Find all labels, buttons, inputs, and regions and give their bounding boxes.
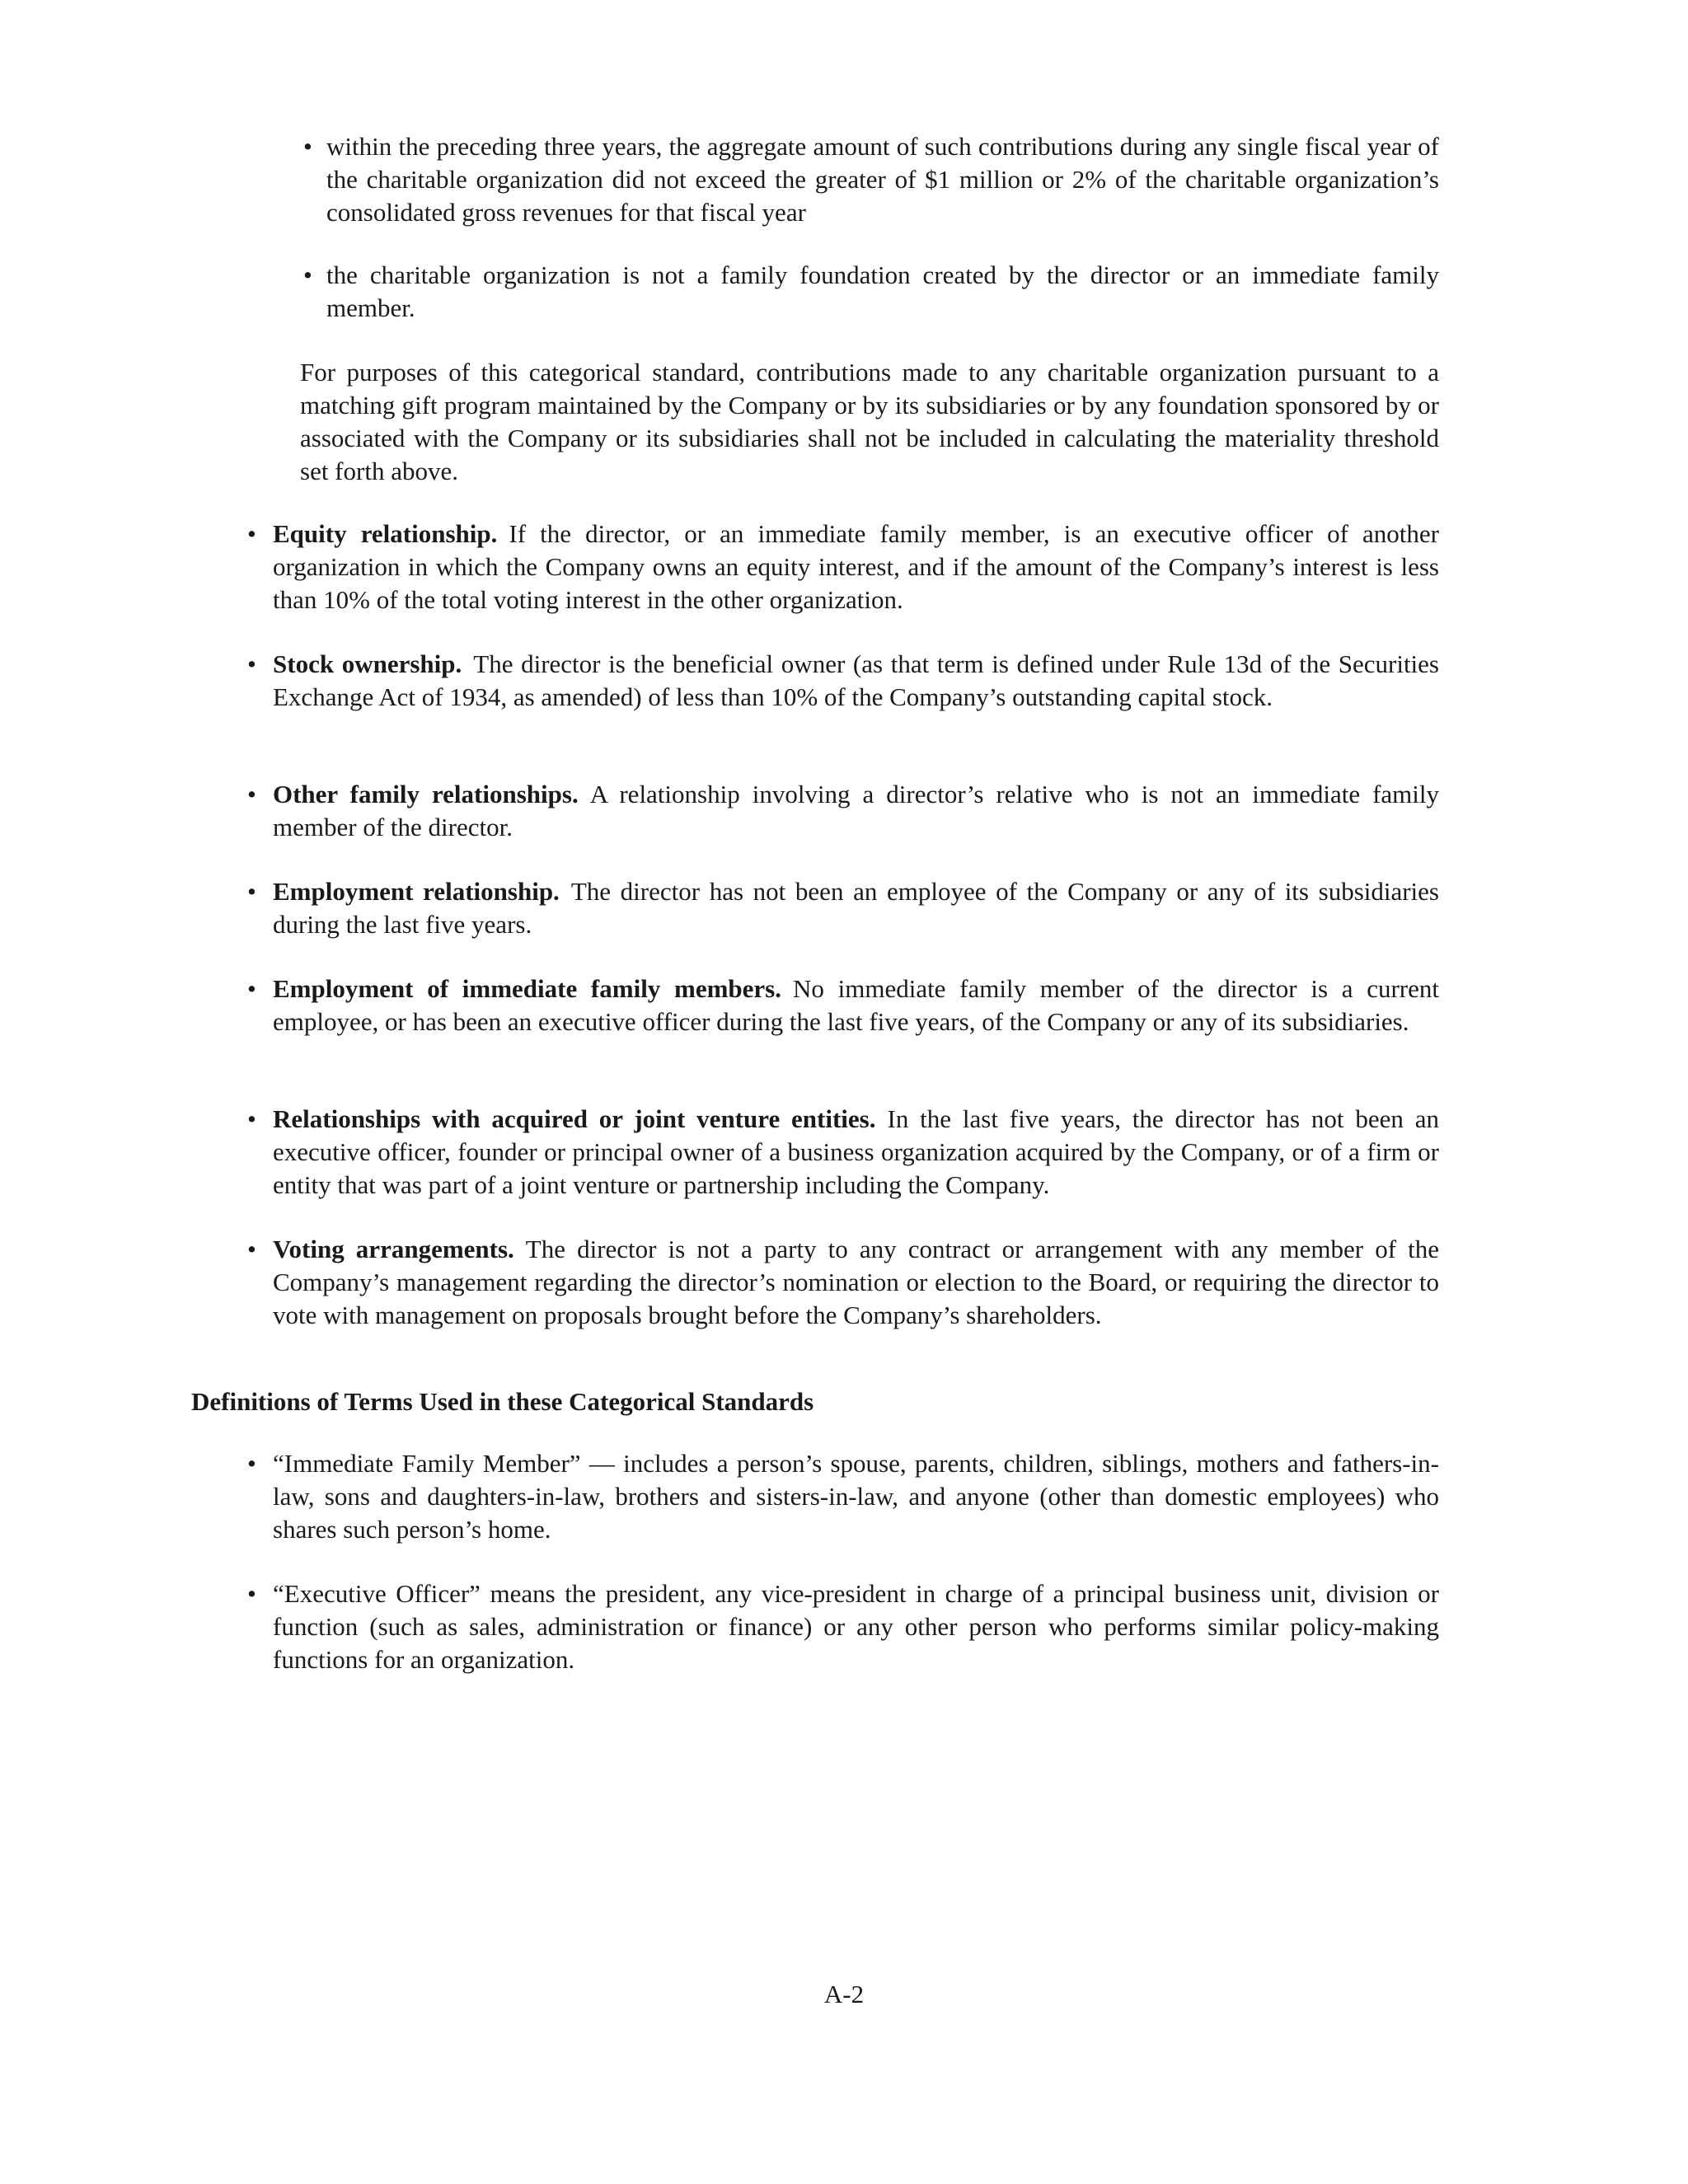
definition-text: “Executive Officer” means the president, any vice-president in charge of a principal business unit, division or function (such as sales, administration or finance) or any other person who performs similar policy-making functions for an organization.	[273, 1579, 1439, 1674]
sub-bullet-item	[303, 130, 1439, 229]
standard-term: Other family relationships.	[273, 780, 579, 808]
standard-item-family-employment	[247, 972, 1439, 1038]
section-heading-definitions: Definitions of Terms Used in these Categorical Standards	[191, 1387, 814, 1416]
standard-term: Equity relationship.	[273, 519, 498, 548]
bullet-icon: •	[247, 1104, 256, 1133]
definition-item-executive-officer	[247, 1577, 1439, 1676]
bullet-icon: •	[247, 780, 256, 808]
sub-bullet-text: within the preceding three years, the aggregate amount of such contributions during any single fiscal year of the charitable organization did not exceed the greater of $1 million or 2% of the charitable organization’s consolidated gross revenues for that fiscal year	[326, 132, 1439, 227]
standard-text: The director has not been an employee of the Company or any of its subsidiaries during the last five years.	[273, 877, 1439, 939]
definition-item-immediate-family-member	[247, 1447, 1439, 1546]
standard-term: Stock ownership.	[273, 649, 462, 678]
standard-item-other-family	[247, 778, 1439, 844]
bullet-icon: •	[247, 974, 256, 1003]
sub-bullet-text: the charitable organization is not a family foundation created by the director or an immediate family member.	[326, 260, 1439, 322]
standard-text: No immediate family member of the director is a current employee, or has been an executive officer during the last five years, of the Company or any of its subsidiaries.	[273, 974, 1439, 1036]
definition-text: “Immediate Family Member” — includes a person’s spouse, parents, children, siblings, mothers and fathers-in-law, sons and daughters-in-law, brothers and sisters-in-law, and anyone (other than domestic employees) who shares such person’s home.	[273, 1449, 1439, 1544]
bullet-icon: •	[247, 1579, 256, 1608]
standard-text: If the director, or an immediate family member, is an executive officer of another organization in which the Company owns an equity interest, and if the amount of the Company’s interest is less than 10% of the total voting interest in the other organization.	[273, 519, 1439, 614]
bullet-icon: •	[247, 519, 256, 548]
sub-bullet-item	[303, 259, 1439, 325]
bullet-icon: •	[247, 1449, 256, 1478]
standard-item-voting-arrangements	[247, 1233, 1439, 1332]
standard-text: A relationship involving a director’s relative who is not an immediate family member of the director.	[273, 780, 1439, 841]
standard-text: The director is the beneficial owner (as that term is defined under Rule 13d of the Securities Exchange Act of 1934, as amended) of less than 10% of the Company’s outstanding capital stock.	[273, 649, 1439, 711]
purpose-note: For purposes of this categorical standard, contributions made to any charitable organization pursuant to a matching gift program maintained by the Company or by its subsidiaries or by any foundation sponsored by or associated with the Company or its subsidiaries shall not be included in calculating the materiality threshold set forth above.	[300, 358, 1439, 485]
bullet-icon: •	[247, 1235, 256, 1263]
standard-term: Employment relationship.	[273, 877, 560, 906]
standard-text: The director is not a party to any contract or arrangement with any member of the Company’s management regarding the director’s nomination or election to the Board, or requiring the director to vote with management on proposals brought before the Company’s shareholders.	[273, 1235, 1439, 1329]
standard-item-equity-relationship	[247, 518, 1439, 616]
standard-term: Voting arrangements.	[273, 1235, 514, 1263]
bullet-icon: •	[247, 877, 256, 906]
standard-item-acquired-entities	[247, 1103, 1439, 1202]
standard-term: Employment of immediate family members.	[273, 974, 781, 1003]
standard-term: Relationships with acquired or joint venture entities.	[273, 1104, 876, 1133]
standard-item-employment	[247, 875, 1439, 941]
bullet-icon: •	[247, 649, 256, 678]
standard-text: In the last five years, the director has not been an executive officer, founder or principal owner of a business organization acquired by the Company, or of a firm or entity that was part of a joint venture or partnership including the Company.	[273, 1104, 1439, 1199]
page-number: A-2	[823, 1980, 865, 2008]
bullet-icon: •	[303, 260, 312, 289]
bullet-icon: •	[303, 132, 312, 161]
standard-item-stock-ownership	[247, 648, 1439, 714]
